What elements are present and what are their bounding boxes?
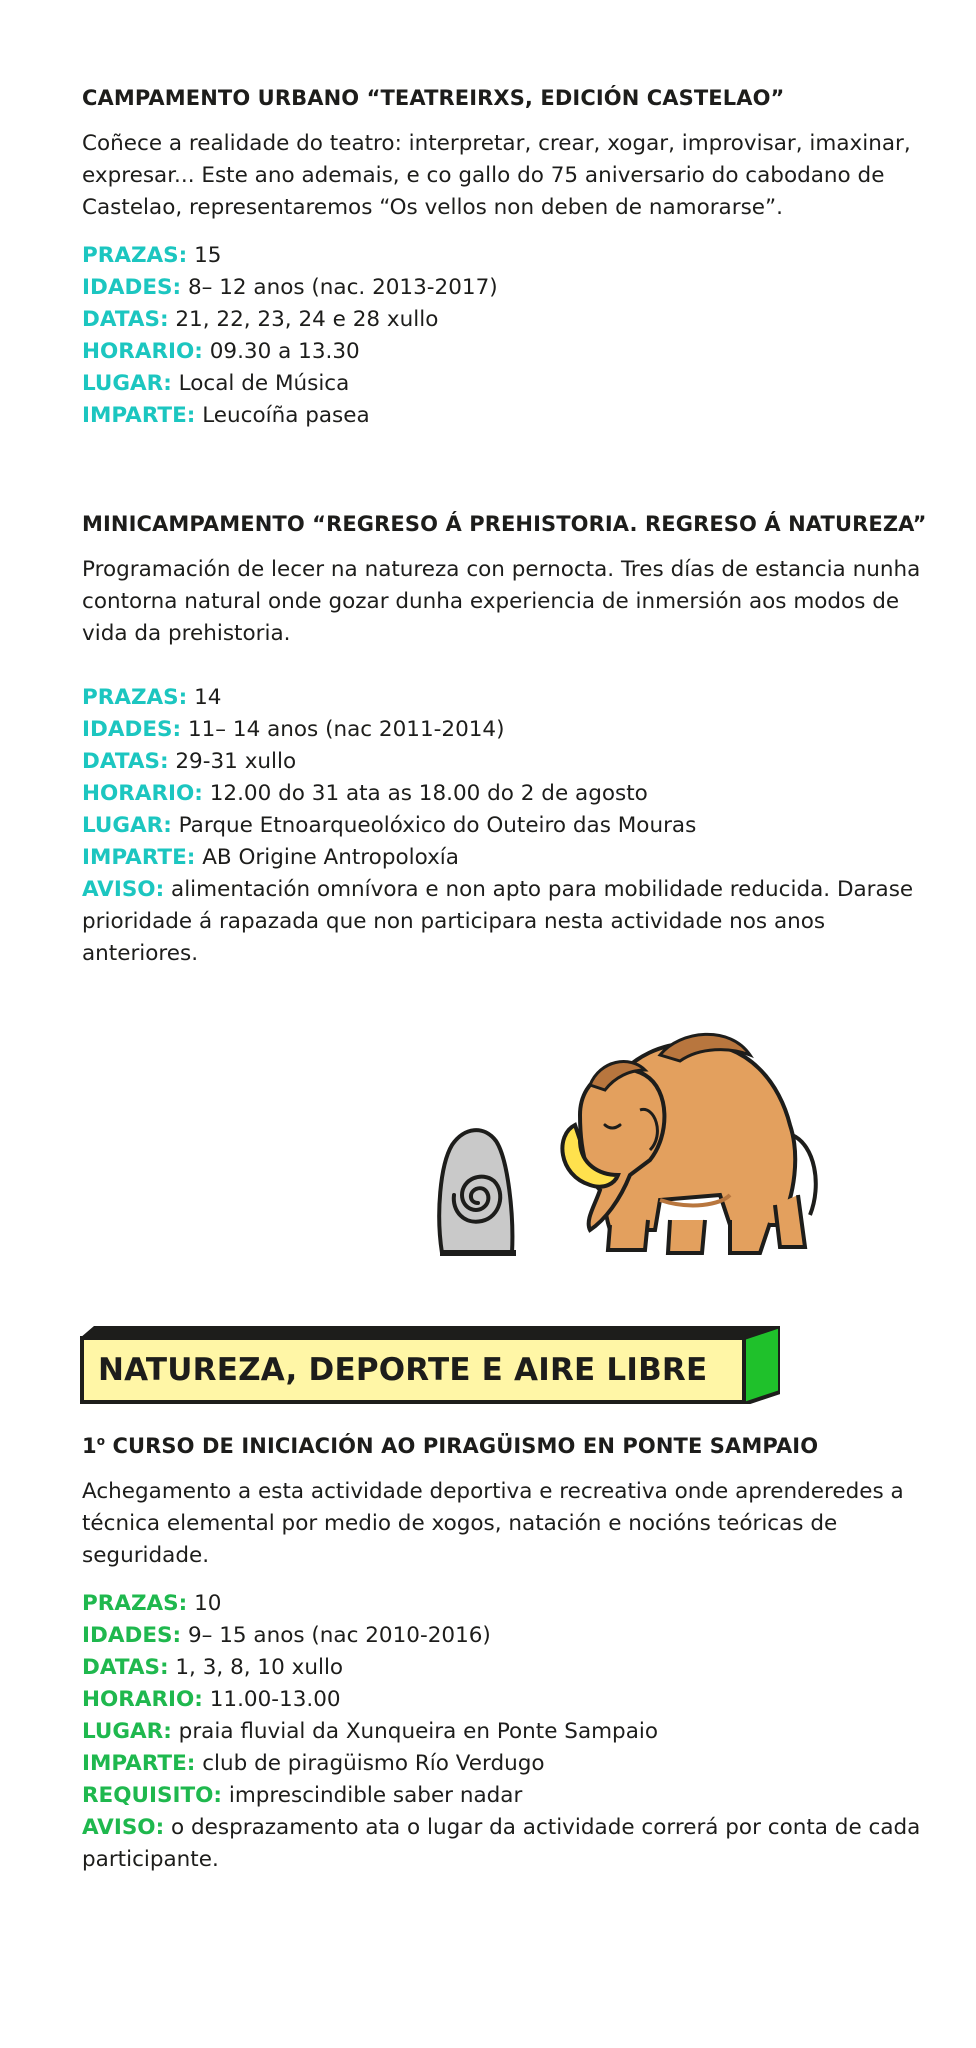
info-list [82,1588,932,1876]
info-value: 11– 14 anos (nac 2011-2014) [181,717,505,742]
info-label: DATAS: [82,749,169,774]
info-label: HORARIO: [82,1687,203,1712]
info-value: 10 [187,1591,222,1616]
info-label: AVISO: [82,1815,165,1840]
info-label: PRAZAS: [82,243,188,268]
info-lugar [82,810,932,842]
info-idades [82,714,932,746]
info-value: 29-31 xullo [168,749,297,774]
info-prazas [82,682,932,714]
title-number: 1 [82,1434,97,1458]
info-value: imprescindible saber nadar [222,1783,523,1808]
title-text: CURSO DE INICIACIÓN AO PIRAGÜISMO EN PONTE SAMPAIO [105,1434,819,1458]
info-requisito [82,1780,932,1812]
info-idades [82,272,932,304]
info-value: 1, 3, 8, 10 xullo [168,1655,344,1680]
info-list [82,682,932,970]
info-label: IDADES: [82,717,182,742]
info-value: Parque Etnoarqueolóxico do Outeiro das Mouras [171,813,697,838]
info-datas [82,304,932,336]
section-description: Programación de lecer na natureza con pernocta. Tres días de estancia nunha contorna natural onde gozar dunha experiencia de inmersión aos modos de vida da prehistoria. [82,557,921,646]
info-value: club de piragüismo Río Verdugo [195,1751,545,1776]
info-value: Local de Música [171,371,350,396]
info-value: o desprazamento ata o lugar da actividade correrá por conta de cada participante. [82,1815,921,1872]
section-title: MINICAMPAMENTO “REGRESO Á PREHISTORIA. REGRESO Á NATUREZA” [82,512,927,536]
info-lugar [82,368,932,400]
info-label: DATAS: [82,307,169,332]
info-value: 9– 15 anos (nac 2010-2016) [181,1623,491,1648]
info-prazas [82,1588,932,1620]
info-value: Leucoíña pasea [195,403,370,428]
info-horario [82,336,932,368]
info-value: AB Origine Antropoloxía [195,845,459,870]
info-value: 09.30 a 13.30 [202,339,360,364]
section-description: Achegamento a esta actividade deportiva e recreativa onde aprenderedes a técnica elemental por medio de xogos, natación e nocións teóricas de seguridade. [82,1479,904,1568]
section-piraguismo [82,1425,932,1876]
info-label: LUGAR: [82,1719,172,1744]
info-prazas [82,240,932,272]
info-value: 8– 12 anos (nac. 2013-2017) [181,275,498,300]
info-label: DATAS: [82,1655,169,1680]
info-label: LUGAR: [82,813,172,838]
info-datas [82,1652,932,1684]
info-idades [82,1620,932,1652]
info-list [82,240,932,432]
info-label: HORARIO: [82,781,203,806]
info-label: HORARIO: [82,339,203,364]
info-imparte [82,400,932,432]
info-value: 15 [187,243,222,268]
info-label: IMPARTE: [82,403,196,428]
banner-title: NATUREZA, DEPORTE E AIRE LIBRE [98,1352,708,1388]
section-title [82,1425,932,1462]
info-label: PRAZAS: [82,685,188,710]
info-aviso [82,874,932,970]
prehistory-illustration [430,1025,860,1260]
info-label: PRAZAS: [82,1591,188,1616]
banner-side [744,1326,780,1404]
section-minicampamento [82,508,932,970]
info-label: IDADES: [82,1623,182,1648]
info-label: IDADES: [82,275,182,300]
info-label: IMPARTE: [82,845,196,870]
section-campamento-urbano [82,82,932,432]
info-value: 11.00-13.00 [202,1687,341,1712]
info-label: LUGAR: [82,371,172,396]
info-value: praia fluvial da Xunqueira en Ponte Sampaio [171,1719,659,1744]
title-ordinal: o [96,1434,106,1448]
info-value: alimentación omnívora e non apto para mobilidade reducida. Darase prioridade á rapazada que non participara nesta actividade nos anos anteriores. [82,877,914,966]
section-description: Coñece a realidade do teatro: interpretar, crear, xogar, improvisar, imaxinar, expresar... Este ano ademais, e co gallo do 75 aniversario do cabodano de Castelao, representaremos “Os vellos non deben de namorarse”. [82,131,911,220]
info-horario [82,778,932,810]
info-label: IMPARTE: [82,1751,196,1776]
info-value: 12.00 do 31 ata as 18.00 do 2 de agosto [202,781,648,806]
info-horario [82,1684,932,1716]
spiral-stone-icon [439,1130,516,1253]
info-label: REQUISITO: [82,1783,223,1808]
mammoth-icon [562,1034,815,1253]
info-imparte [82,1748,932,1780]
info-label: AVISO: [82,877,165,902]
info-value: 21, 22, 23, 24 e 28 xullo [168,307,439,332]
section-title: CAMPAMENTO URBANO “TEATREIRXS, EDICIÓN CASTELAO” [82,86,785,110]
info-value: 14 [187,685,222,710]
info-imparte [82,842,932,874]
info-datas [82,746,932,778]
info-aviso [82,1812,932,1876]
info-lugar [82,1716,932,1748]
